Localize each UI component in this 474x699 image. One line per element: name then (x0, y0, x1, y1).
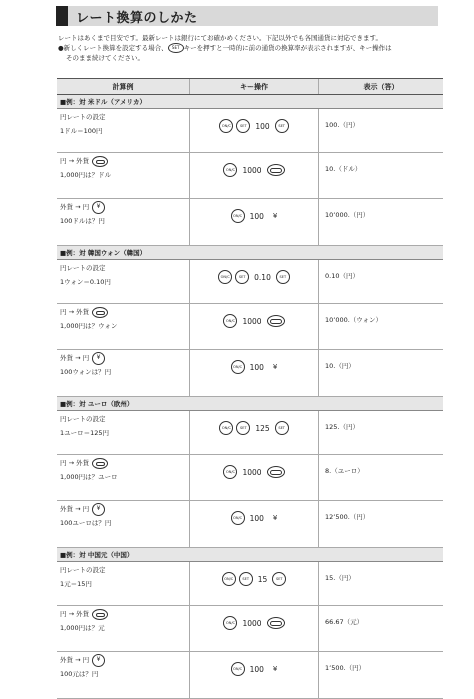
example-line-1: 円レートの設定 (60, 113, 106, 121)
result-cell: 100.（円） (319, 109, 444, 153)
example-cell (57, 350, 190, 397)
result-cell: 10.（円） (319, 350, 444, 397)
table-row (57, 350, 443, 397)
key-number: 125 (255, 423, 270, 433)
key-number: 100 (249, 664, 264, 674)
example-line-1 (60, 653, 188, 667)
keys-cell (190, 652, 319, 699)
on-c-key-icon: ON/C (223, 163, 237, 177)
on-c-key-icon: ON/C (231, 360, 245, 374)
example-cell (57, 501, 190, 548)
keys-cell (190, 350, 319, 397)
table-row (57, 501, 443, 548)
on-c-key-icon: ON/C (223, 314, 237, 328)
on-c-key-icon: ON/C (222, 572, 236, 586)
key-number: 1000 (242, 165, 262, 175)
on-c-key-icon: ON/C (219, 421, 233, 435)
note-line-1: レートはあくまで目安です。最新レートは銀行にてお確かめください。下記以外でも各国通貨に対応できます。 (58, 34, 382, 42)
key-number: 1000 (242, 316, 262, 326)
section-header (57, 397, 443, 411)
key-number: 15 (257, 574, 268, 584)
set-key-icon: SET (275, 421, 289, 435)
key-number: 0.10 (254, 272, 271, 282)
example-line-2: 1,000円は？ウォン (60, 322, 118, 330)
title-marker (56, 6, 68, 26)
convert-key-icon (267, 617, 285, 629)
table-row (57, 153, 443, 199)
example-line-1 (60, 154, 188, 168)
section-header (57, 95, 443, 109)
on-c-key-icon: ON/C (231, 511, 245, 525)
example-line-1 (60, 607, 188, 621)
set-key-icon: SET (235, 270, 249, 284)
table-row (57, 652, 443, 699)
example-cell (57, 109, 190, 153)
section-title: ■例：対 ユーロ（欧州） (57, 397, 443, 411)
example-line-2: 1,000円は？元 (60, 624, 105, 632)
example-cell (57, 562, 190, 606)
table-row (57, 606, 443, 652)
example-cell (57, 411, 190, 455)
example-line-1-text: 円 → 外貨 (60, 459, 90, 467)
table-row (57, 199, 443, 246)
section-title: ■例：対 中国元（中国） (57, 548, 443, 562)
yen-key-icon: ¥ (92, 201, 105, 214)
convert-key-icon (92, 609, 108, 620)
set-key-icon: SET (275, 119, 289, 133)
example-line-1 (60, 502, 188, 516)
example-line-2: 1,000円は？ユーロ (60, 473, 118, 481)
example-line-2: 1元＝15円 (60, 580, 92, 588)
result-cell: 10’000.（ウォン） (319, 304, 444, 350)
table-row (57, 304, 443, 350)
set-key-icon: SET (276, 270, 290, 284)
section-title: ■例：対 米ドル（アメリカ） (57, 95, 443, 109)
table-row (57, 411, 443, 455)
keys-cell (190, 109, 319, 153)
result-cell: 12’500.（円） (319, 501, 444, 548)
page-title: レート換算のしかた (76, 10, 198, 26)
example-line-2: 1ウォン＝0.10円 (60, 278, 111, 286)
key-number: 100 (249, 211, 264, 221)
keys-cell (190, 455, 319, 501)
example-line-2: 100ドルは？円 (60, 217, 105, 225)
result-cell: 0.10（円） (319, 260, 444, 304)
header-keys: キー操作 (190, 79, 319, 95)
result-cell: 15.（円） (319, 562, 444, 606)
result-cell: 125.（円） (319, 411, 444, 455)
example-cell (57, 199, 190, 246)
note-line-2a: ●新しくレート換算を設定する場合、 (58, 44, 168, 52)
section-header (57, 548, 443, 562)
set-key-icon: SET (236, 119, 250, 133)
table-header-row (57, 79, 443, 95)
keys-cell (190, 153, 319, 199)
notes (58, 33, 448, 63)
on-c-key-icon: ON/C (219, 119, 233, 133)
example-line-1-text: 外貨 → 円 (60, 354, 90, 362)
key-number: 100 (255, 121, 270, 131)
note-line-2 (58, 43, 448, 53)
set-key-icon: SET (168, 43, 184, 53)
on-c-key-icon: ON/C (223, 616, 237, 630)
result-cell: 8.（ユーロ） (319, 455, 444, 501)
header-display: 表示（答） (319, 79, 444, 95)
example-cell (57, 153, 190, 199)
yen-key-icon: ¥ (92, 654, 105, 667)
example-line-2: 1,000円は？ドル (60, 171, 112, 179)
set-key-icon: SET (272, 572, 286, 586)
title-bar (56, 6, 438, 26)
example-line-1-text: 外貨 → 円 (60, 656, 90, 664)
example-line-1-text: 円 → 外貨 (60, 308, 90, 316)
example-line-1-text: 円 → 外貨 (60, 157, 90, 165)
note-line-3: そのまま続けてください。 (66, 54, 144, 62)
example-line-1: 円レートの設定 (60, 264, 106, 272)
example-cell (57, 606, 190, 652)
yen-key-icon: ¥ (272, 514, 278, 522)
keys-cell (190, 562, 319, 606)
convert-key-icon (267, 466, 285, 478)
yen-key-icon: ¥ (272, 665, 278, 673)
set-key-icon: SET (239, 572, 253, 586)
convert-key-icon (92, 458, 108, 469)
yen-key-icon: ¥ (272, 212, 278, 220)
example-line-1-text: 外貨 → 円 (60, 505, 90, 513)
example-cell (57, 260, 190, 304)
on-c-key-icon: ON/C (218, 270, 232, 284)
table-row (57, 455, 443, 501)
yen-key-icon: ¥ (272, 363, 278, 371)
key-number: 1000 (242, 618, 262, 628)
on-c-key-icon: ON/C (231, 209, 245, 223)
on-c-key-icon: ON/C (231, 662, 245, 676)
keys-cell (190, 260, 319, 304)
result-cell: 66.67（元） (319, 606, 444, 652)
example-line-1: 円レートの設定 (60, 566, 106, 574)
convert-key-icon (92, 307, 108, 318)
conversion-table (57, 78, 443, 699)
table-row (57, 109, 443, 153)
example-cell (57, 455, 190, 501)
example-line-1 (60, 200, 188, 214)
key-number: 1000 (242, 467, 262, 477)
result-cell: 1’500.（円） (319, 652, 444, 699)
example-line-1-text: 外貨 → 円 (60, 203, 90, 211)
key-number: 100 (249, 513, 264, 523)
keys-cell (190, 606, 319, 652)
table-row (57, 260, 443, 304)
keys-cell (190, 304, 319, 350)
convert-key-icon (92, 156, 108, 167)
result-cell: 10.（ドル） (319, 153, 444, 199)
key-number: 100 (249, 362, 264, 372)
convert-key-icon (267, 315, 285, 327)
example-line-2: 100元は？円 (60, 670, 99, 678)
yen-key-icon: ¥ (92, 352, 105, 365)
note-line-2b: キーを押すと一時的に前の通貨の換算率が表示されますが、キー操作は (183, 44, 392, 52)
example-cell (57, 652, 190, 699)
example-line-2: 100ユーロは？円 (60, 519, 112, 527)
yen-key-icon: ¥ (92, 503, 105, 516)
example-line-1 (60, 305, 188, 319)
keys-cell (190, 411, 319, 455)
keys-cell (190, 199, 319, 246)
example-line-2: 1ドル＝100円 (60, 127, 103, 135)
example-cell (57, 304, 190, 350)
example-line-1 (60, 351, 188, 365)
result-cell: 10’000.（円） (319, 199, 444, 246)
section-header (57, 246, 443, 260)
on-c-key-icon: ON/C (223, 465, 237, 479)
example-line-2: 1ユーロ＝125円 (60, 429, 110, 437)
example-line-2: 100ウォンは？円 (60, 368, 112, 376)
example-line-1: 円レートの設定 (60, 415, 106, 423)
example-line-1 (60, 456, 188, 470)
set-key-icon: SET (236, 421, 250, 435)
table-row (57, 562, 443, 606)
header-example: 計算例 (57, 79, 190, 95)
section-title: ■例：対 韓国ウォン（韓国） (57, 246, 443, 260)
convert-key-icon (267, 164, 285, 176)
keys-cell (190, 501, 319, 548)
example-line-1-text: 円 → 外貨 (60, 610, 90, 618)
